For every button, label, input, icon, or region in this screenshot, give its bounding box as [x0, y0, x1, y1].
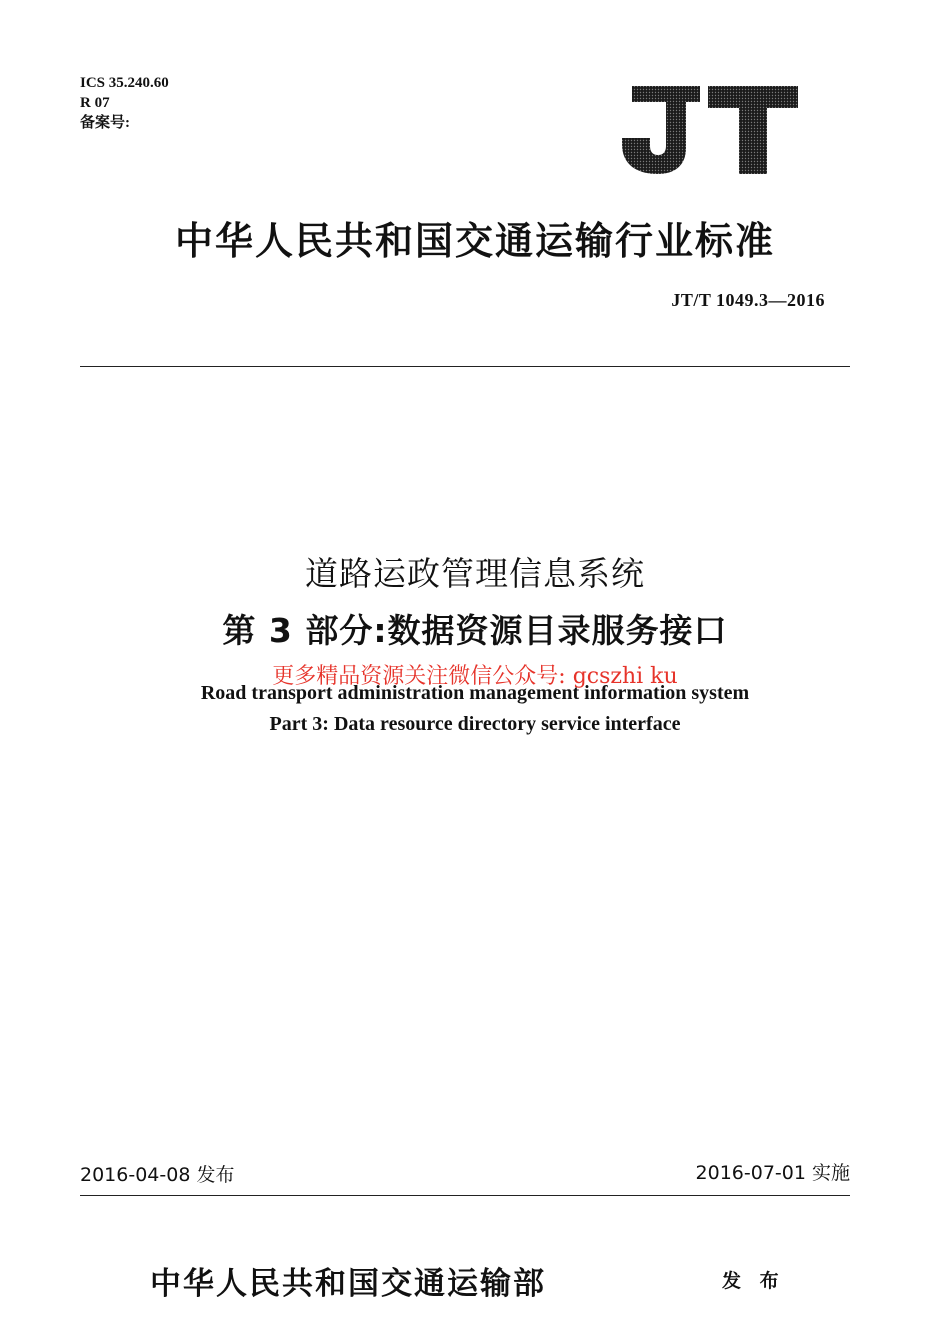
ics-number: ICS 35.240.60 — [80, 75, 169, 91]
jt-logo-icon — [612, 82, 802, 177]
title-zh-line1: 道路运政管理信息系统 — [305, 554, 645, 593]
filing-number-label: 备案号: — [80, 115, 130, 131]
title-en-line2: Part 3: Data resource directory service interface — [269, 713, 681, 735]
title-en-line1: Road transport administration management information system — [200, 682, 750, 704]
ccs-number: R 07 — [80, 95, 110, 111]
issuing-authority: 中华人民共和国交通运输部 — [150, 1266, 546, 1302]
publish-date: 2016-04-08 发布 — [80, 1164, 235, 1186]
header-divider — [80, 366, 850, 367]
jt-standard-logo — [612, 82, 802, 177]
standard-category-title: 中华人民共和国交通运输行业标准 — [174, 218, 775, 263]
watermark-overlay: 更多精品资源关注微信公众号: gcszhi ku — [272, 664, 678, 689]
standard-code: JT/T 1049.3—2016 — [671, 290, 825, 310]
issue-label: 发 布 — [722, 1270, 785, 1292]
title-zh-line2: 第 3 部分:数据资源目录服务接口 — [222, 611, 728, 650]
metadata-block — [80, 73, 169, 133]
footer-divider — [80, 1195, 850, 1196]
effective-date: 2016-07-01 实施 — [695, 1162, 850, 1184]
